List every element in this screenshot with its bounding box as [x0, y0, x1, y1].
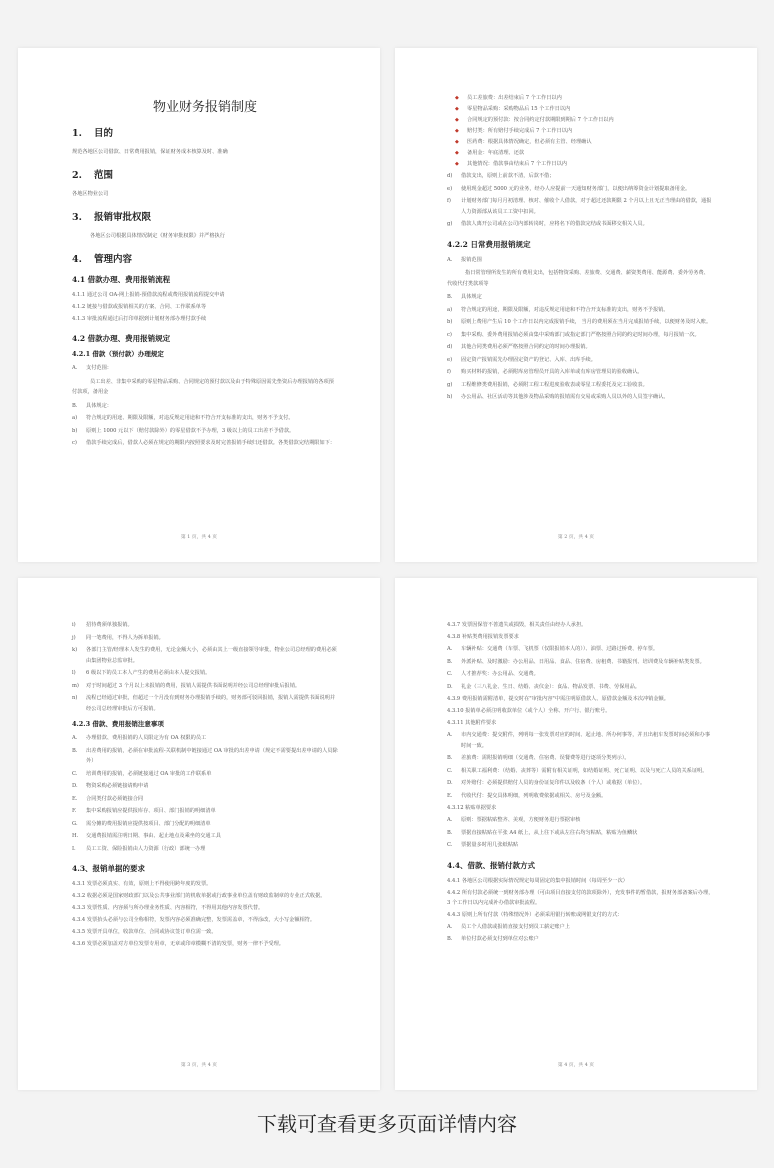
item-marker: E.: [72, 795, 78, 802]
bullet-icon: ◆: [455, 161, 459, 167]
clause-line: 4.3.3 发票性质、内容须与所办理业务性质、内容相符，不得用其他内容发票代替。: [72, 905, 264, 911]
item-text: 借款手续完成后，借款人必须在规定的期限内按照要求及时完善报销手续归还借款。各类借款完结期限如下：: [86, 440, 336, 446]
paragraph: 指日常管理所发生的所有费用支出，包括物资采购、差旅费、交通费、薪资类费用、能源费、委外劳务费、代收代付类款项等: [447, 270, 709, 287]
section-heading-1: [72, 125, 338, 139]
section-text: 各地区公司根据具体情况制定《财务审批权限》并严格执行: [90, 233, 225, 239]
section-text: 各地区物业公司: [72, 191, 109, 197]
bullet-item: [455, 115, 713, 125]
document-page-3: [18, 578, 380, 1090]
item-marker: A.: [72, 735, 78, 741]
item-text: 出差费用的报销，必须在审批流程-关联机制中链接通过 OA 审批的出差申请（规定不需要提出差申请的人员除外）: [86, 747, 338, 764]
document-page-4: [395, 578, 757, 1090]
item-marker: B.: [72, 747, 78, 754]
item-marker: b): [72, 427, 78, 434]
item-marker: C.: [447, 842, 453, 848]
item-text: 固定资产报销需先办理固定资产的登记、入库、出库手续。: [461, 356, 596, 363]
section-number: 3.: [72, 212, 82, 223]
clause-line: 4.3.6 发票必须加盖对方单位发票专用章，无章或印章模糊不清的发票，财务一律不予受理。: [72, 941, 284, 947]
item-marker: l): [72, 670, 76, 676]
list-item: [72, 819, 338, 830]
clause-line: 4.3.1 发票必须真实、有效，原则上不得使用跨年度的发票。: [72, 881, 212, 887]
item-text: 差旅费：需附报销明细（交通费、住宿费、误餐费等进行逐项分类列示）。: [461, 755, 630, 761]
bullet-text: 其他情况：借款事由结束后 7 个工作日以内: [467, 161, 567, 167]
bullet-text: 零星物品采购：采购物品后 15 个工作日以内: [467, 106, 571, 112]
item-marker: A.: [447, 646, 453, 652]
paragraph: 员工出差、非集中采购的零星物品采购、合同规定的预付款以及由于特殊原因需先垫资后办理报销的各项预付款项，备用金: [72, 378, 334, 395]
item-text: 对外赔付：必须提供赔付人员的身份证复印件以及收条（个人）或收据（单位）。: [461, 780, 646, 786]
item-text: 办公用品、社区活动等其他涉及物品采购的报销需有交易或采购人员以外的人员签字确认。: [461, 394, 669, 400]
item-text: 各部门主管/经理本人发生的费用，无论金额大小，必须由其上一级直接领导审批，物业公司总经理的费用必须由集团物业总监审批。: [86, 647, 337, 664]
list-item: [447, 828, 715, 839]
item-marker: m): [72, 682, 79, 689]
section-text: 规范各地区公司借款、日常费用报销，保证财务成本核算及时、准确: [72, 149, 228, 155]
bullet-icon: ◆: [455, 150, 459, 156]
page-footer: 第 3 页，共 4 页: [180, 1063, 218, 1068]
item-list: [72, 620, 338, 714]
item-marker: D.: [447, 780, 453, 786]
item-marker: A.: [447, 817, 453, 823]
list-item: [447, 934, 715, 945]
item-text: 票据量多时用几张纸粘贴: [461, 842, 519, 848]
item-text: 原则上费用产生后 10 个工作日以内完成报销手续， 当月的费用须在当月完成报销手续，以便财务及时入账。: [461, 319, 712, 325]
list-item: [72, 733, 338, 744]
clause-line: 4.3.5 发票开具单位，收款单位、合同或协议签订单位需一致。: [72, 929, 217, 935]
list-item: [72, 806, 338, 817]
bullet-text: 备用金：年底清理、还款: [467, 150, 525, 156]
list-item: [447, 657, 715, 668]
bullet-list: [447, 93, 713, 169]
page-footer: 第 2 页，共 4 页: [557, 535, 595, 540]
list-item: [72, 769, 338, 780]
item-text: 原则：票据粘贴整齐、美观，方便财务进行票据审核: [461, 817, 581, 823]
item-marker: n): [72, 695, 78, 701]
clause-line: 4.4.1 各地区公司根据实际情况规定每周固定的集中报销时间（每周至少一次）: [447, 877, 628, 884]
list-item: [447, 644, 715, 655]
document-page-2: [395, 48, 757, 562]
bullet-item: [455, 126, 713, 136]
item-marker: f): [447, 369, 451, 375]
item-marker: F.: [72, 808, 77, 814]
list-item: [72, 781, 338, 792]
clause-line: 4.3.10 报销单必须注明收款单位（或个人）全称、开户行、银行账号。: [447, 708, 611, 714]
list-item: [447, 730, 715, 751]
item-list: [447, 815, 715, 851]
bullet-item: [455, 104, 713, 114]
item-text: 计划财务部门每月月初清理、核对、催收个人借款，对于超过还款期限 2 个月以上且无正当理由的借款，通报人力资源部从该员工工资中扣回。: [461, 198, 712, 215]
item-marker: g): [447, 381, 453, 388]
item-marker: B.: [447, 936, 453, 942]
item-text: 员工个人借款或报销直接支付到员工薪定账户上: [461, 923, 570, 930]
subsection-heading: 4.4、借款、报销付款方式: [447, 860, 536, 870]
list-item: [447, 330, 713, 341]
subsection-heading: 4.3、报销单据的要求: [72, 864, 146, 873]
list-item: [447, 380, 713, 391]
bullet-text: 合同规定的预付款：按合同约定付款期限到期后 7 个工作日以内: [467, 117, 614, 123]
list-item: [447, 753, 715, 764]
subsection-heading: 4.1 借款办理、费用报销流程: [72, 275, 171, 284]
item-marker: I.: [72, 845, 76, 852]
list-item: [447, 392, 713, 403]
page-footer: 第 1 页，共 4 页: [180, 535, 218, 540]
bullet-icon: ◆: [455, 95, 459, 101]
item-text: 合同类付款必须链接合同: [86, 795, 144, 802]
bullet-item: [455, 93, 713, 103]
item-text: 具体规定：: [86, 402, 112, 409]
item-text: 6 级以下的员工本人产生的费用必须由本人提交报销。: [86, 670, 211, 676]
list-item: [447, 766, 715, 777]
clause-line: 4.3.8 补贴类费用报销发票要求: [447, 634, 519, 640]
list-item: [72, 693, 338, 714]
clause-line: 4.3.7 发票因保管不善遗失或损毁，相关责任由经办人承担。: [447, 622, 587, 628]
item-text: 外派补贴、及时激励：办公用品、日用品、食品、住宿费、房租费、书籍报刊、培训费及车辆补贴类发票。: [461, 658, 705, 665]
item-marker: A.: [447, 256, 453, 263]
item-marker: D.: [72, 783, 78, 789]
item-text: 原则上 1000 元以下（赔付款除外）的零星借款不予办理，3 级以上的员工出差不予借款。: [86, 427, 295, 434]
clause-line: 4.4.3 原则上所有付款（特殊情况外）必须采用银行转账或网银支付的方式：: [447, 911, 623, 918]
item-marker: A.: [447, 732, 453, 738]
bullet-icon: ◆: [455, 106, 459, 112]
item-text: 礼金（三八礼金、生日、结婚、丧仪金）：食品、物品发票、书费、劳保用品。: [461, 683, 640, 690]
item-text: 交通费报销需注明日期、事由、起止地点及乘坐的交通工具: [86, 833, 221, 839]
subsubsection-heading: 4.2.3 借款、费用报销注意事项: [72, 720, 164, 728]
subsubsection-heading: 4.2.1 借款（预付款）办理规定: [72, 350, 164, 358]
list-item: [72, 831, 338, 842]
list-item: [72, 438, 338, 449]
download-more-prompt[interactable]: 下载可查看更多页面详情内容: [257, 1112, 517, 1136]
list-item: [447, 367, 713, 378]
item-marker: B.: [447, 755, 453, 761]
section-heading-4: [72, 251, 338, 265]
bullet-icon: ◆: [455, 117, 459, 123]
list-item: [72, 401, 338, 412]
section-number: 2.: [72, 170, 82, 181]
item-list: [447, 922, 715, 945]
list-item: [72, 633, 338, 644]
item-list: [447, 644, 715, 692]
item-text: 工程维修类费用报销，必须附工程工程进度验收表或零星工程委托及完工验收表。: [461, 381, 648, 388]
clause-line: 4.1.2 链接与借款或报销相关的方案、合同、工作联系单等: [72, 304, 207, 310]
page-footer: 第 4 页，共 4 页: [557, 1063, 595, 1068]
item-text: 集中采购、委外费用报销必须由集中采购部门或指定部门严格按照合同的约定时间办理，每月报销一次。: [461, 331, 700, 338]
bullet-icon: ◆: [455, 128, 459, 134]
list-item: [447, 778, 715, 789]
clause-list: [72, 879, 338, 949]
item-text: 招待费须单独报销。: [86, 622, 133, 628]
bullet-item: [455, 159, 713, 169]
item-marker: j): [72, 634, 76, 641]
item-marker: k): [72, 647, 78, 653]
item-list: [447, 305, 713, 403]
item-marker: B.: [447, 658, 453, 665]
list-item: [447, 255, 713, 266]
item-text: 报销范围: [461, 256, 482, 263]
list-item: [72, 746, 338, 767]
item-text: 市内交通费：提交附件，列明每一张发票对应的时间、起止地、所办何事等，并且出租车发票时间必须和办事时间一致。: [461, 732, 711, 749]
list-item: [447, 791, 715, 802]
item-text: 单位付款必须支付到单位对公账户: [461, 936, 539, 942]
section-number: 4.: [72, 254, 82, 265]
document-page-1: [18, 48, 380, 562]
item-list: [447, 730, 715, 801]
bullet-item: [455, 137, 713, 147]
list-item: [72, 844, 338, 855]
item-text: 借款支出，原则上前款不清，后款不借；: [461, 173, 555, 179]
item-text: 培训费用的报销，必须链接通过 OA 审批的工作联系单: [86, 770, 212, 777]
document-title: 物业财务报销制度: [152, 100, 257, 115]
item-text: 对于时间超过 3 个月以上未报销的费用，报销人需提供书面说明并经公司总经理审批后报销。: [86, 682, 301, 689]
item-text: 支付范围：: [86, 365, 112, 371]
item-marker: C.: [447, 671, 453, 677]
clause-line: 4.3.11 其他附件要求: [447, 720, 497, 726]
item-marker: e): [447, 185, 453, 192]
item-marker: B.: [447, 829, 453, 836]
section-title: 范围: [94, 170, 114, 181]
item-marker: h): [447, 394, 453, 400]
list-item: [72, 794, 338, 805]
list-item: [447, 815, 715, 826]
clause-line: 4.3.4 发票抬头必须与公司全称相符，发票内容必须准确完整，发票需盖章，不得涂改，大小写金额相符。: [72, 917, 316, 923]
list-item: [72, 620, 338, 631]
bullet-text: 医药费：根据具体情况确定，但必须有主管、经理确认: [467, 139, 592, 145]
subsection-heading: 4.2.2 日常费用报销规定: [447, 239, 531, 249]
item-text: 符合规定的用途、期限及限额，对违反规定用途和不符合开支标准的支出，财务不予支付。: [86, 415, 294, 421]
list-item: [72, 426, 338, 437]
clause-line: 4.3.9 费用报销需附清单，提交时在"审批内容"中需注明原借款人、原借款金额及本次冲销金额。: [447, 696, 669, 702]
item-marker: a): [447, 306, 453, 313]
item-text: 办理借款、费用报销的人员限定为有 OA 权限的员工: [86, 735, 207, 741]
item-text: 借款人离开公司或在公司内部转岗时，应将名下的借款完结或书面移交相关人员。: [461, 221, 648, 227]
item-text: 票据直接粘贴在平张 A4 纸上，从上往下或从左往右均匀粘贴，粘贴为鱼鳞状: [461, 829, 638, 836]
item-text: 具体规定: [461, 294, 482, 300]
clause-line: 4.1.3 审批流程通过后打印单据到计划财务部办理付款手续: [72, 316, 207, 322]
bullet-icon: ◆: [455, 139, 459, 145]
section-heading-3: [72, 209, 338, 223]
item-text: 车辆补贴：交通费（车票、飞机票（仅限报销本人的））、油票、过路过桥费、停车票。: [461, 646, 659, 652]
item-marker: c): [72, 440, 77, 446]
item-marker: c): [447, 331, 452, 338]
subsection-heading: 4.2 借款办理、费用报销规定: [72, 334, 171, 343]
list-item: [72, 668, 338, 679]
item-list: [447, 171, 713, 230]
item-text: 集中采购报销应提供报库存、项目、部门报销的明细清单: [86, 808, 216, 814]
item-marker: E.: [447, 792, 453, 799]
item-marker: C.: [72, 770, 78, 777]
item-text: 使用现金超过 5000 元的业务，经办人应提前一天通知财务部门，以便出纳筹资金计划提取备用金。: [461, 185, 691, 192]
item-marker: A.: [447, 923, 453, 930]
item-marker: D.: [447, 683, 453, 690]
item-text: 同一笔费用，不得人为拆单报销。: [86, 634, 164, 641]
section-title: 目的: [94, 128, 114, 139]
item-marker: d): [447, 173, 453, 179]
list-item: [447, 292, 713, 303]
item-marker: i): [72, 622, 76, 628]
item-marker: d): [447, 344, 453, 350]
item-marker: e): [447, 356, 453, 363]
item-marker: B.: [447, 294, 453, 300]
clause-list: [447, 876, 715, 920]
item-text: 相关职工福利费：（结婚、丧葬等）需附有相关证明，如结婚证明、死亡证明、以及与死亡人员的关系证明。: [461, 767, 708, 774]
bullet-text: 赔付类：所有赔付手续完成后 7 个工作日以内: [467, 128, 573, 134]
clause-line: 4.4.2 所有付款必须统一到财务部办理（可由项目直接支付的款项除外），充发事件的暂借款，报财务部备案后办理，3 个工作日以内完成补办借款审批流程。: [447, 889, 714, 906]
item-list: [72, 733, 338, 854]
clause-line: 4.3.2 收据必须是国家财政部门以及公共事业部门的机收单据或行政事业单位盖有财政监制章的专业正式收据。: [72, 893, 326, 899]
item-text: 代收代付：提交具体明细，列明收费依据或相关、房号及金额。: [461, 792, 607, 799]
list-item: [447, 682, 715, 693]
list-item: [72, 413, 338, 424]
item-text: 需分摊的费用报销应提供按项目、部门分配的明细清单: [86, 820, 211, 827]
clause-line: 4.3.12 粘贴单据要求: [447, 805, 497, 811]
item-marker: b): [447, 319, 453, 325]
bullet-item: [455, 148, 713, 158]
item-text: 人才推荐奖：办公用品、交通费。: [461, 671, 539, 677]
section-heading-2: [72, 167, 338, 181]
section-title: 报销审批权限: [94, 212, 152, 223]
item-marker: C.: [447, 767, 453, 774]
item-marker: B.: [72, 402, 78, 409]
list-item: [447, 184, 713, 195]
list-item: [447, 305, 713, 316]
list-item: [447, 669, 715, 680]
list-item: [447, 196, 713, 217]
section-title: 管理内容: [94, 254, 133, 265]
list-item: [72, 645, 338, 666]
item-text: 符合规定的用途，期限及限额，对违反规定用途和不符合开支标准的支出，财务不予报销。: [461, 306, 669, 313]
item-text: 购买材料的报销，必须附库房管理员开具的入库单或有库房管理员的验收确认。: [461, 369, 643, 375]
item-text: 其他合同类费用必须严格按照合同约定的时间办理报销。: [461, 344, 591, 350]
item-marker: g): [447, 221, 453, 227]
item-marker: H.: [72, 833, 79, 839]
list-item: [447, 171, 713, 182]
section-number: 1.: [72, 128, 82, 139]
list-item: [447, 840, 715, 851]
item-text: 流程已经通过审批，但超过一个月没有到财务办理报销手续的，财务部可驳回报销，报销人需提供书面说明并经公司总经理审批后方可报销。: [86, 695, 336, 712]
list-item: [72, 681, 338, 692]
clause-line: 4.1.1 通过公司 OA-网上报销-预借款流程或费用报销流程提交申请: [72, 292, 225, 298]
item-marker: G.: [72, 820, 78, 827]
item-text: 物资采购必须链接请购申请: [86, 783, 149, 789]
list-item: [447, 317, 713, 328]
list-item: [72, 363, 338, 374]
list-item: [447, 922, 715, 933]
list-item: [447, 219, 713, 230]
item-text: 员工工资、保险报销由人力资源（行政）部统一办理: [86, 845, 206, 852]
list-item: [447, 342, 713, 353]
bullet-text: 员工差旅费：出差结束后 7 个工作日以内: [467, 95, 562, 101]
item-marker: A.: [72, 365, 78, 371]
item-marker: a): [72, 415, 78, 421]
item-marker: f): [447, 198, 451, 204]
list-item: [447, 355, 713, 366]
